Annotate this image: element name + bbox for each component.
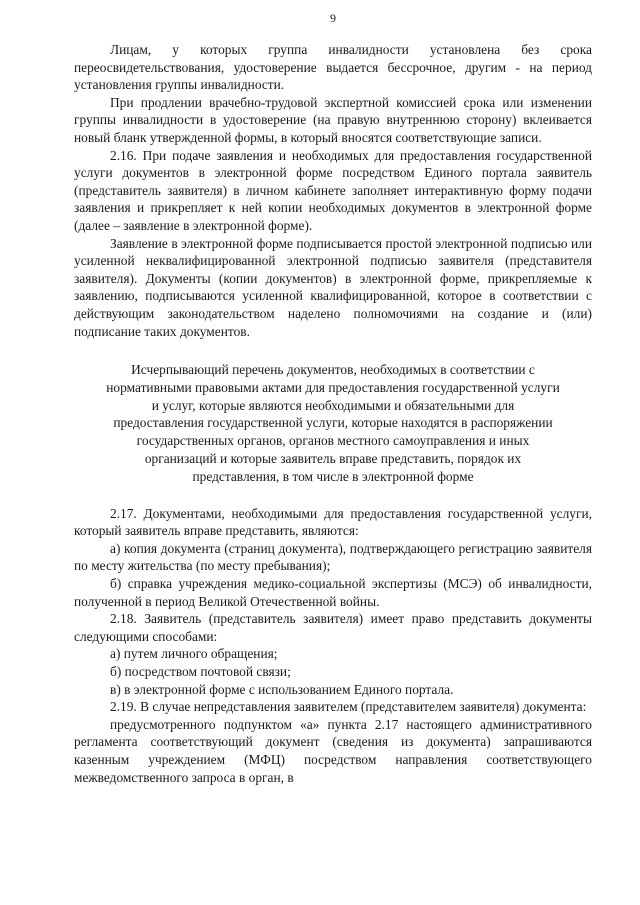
paragraph: Заявление в электронной форме подписывается простой электронной подписью или усиленной неквалифицированной электронной подписью заявителя (представителя заявителя). Документы (копии документов) в электронной форме, прикрепляемые к заявлению, подписываются усиленной квалифицированной, которое в соответствии с действующим законодательством наделено полномочиями на создание и (или) подписание таких документов. xyxy=(74,235,592,339)
paragraph: 2.18. Заявитель (представитель заявителя) имеет право представить документы следующими способами: xyxy=(74,611,592,644)
list-item: б) справка учреждения медико-социальной экспертизы (МСЭ) об инвалидности, полученной в период Великой Отечественной войны. xyxy=(74,576,592,609)
paragraph: При продлении врачебно-трудовой экспертной комиссией срока или изменении группы инвалидности в удостоверение (на правую внутреннюю сторону) вклеивается новый бланк утвержденной формы, в который вносятся соответствующие записи. xyxy=(74,94,592,145)
page-number: 9 xyxy=(330,11,336,25)
heading-line: и услуг, которые являются необходимыми и обязательными для xyxy=(151,397,515,413)
paragraph: Лицам, у которых группа инвалидности установлена без срока переосвидетельствования, удостоверение выдается бессрочное, другим - на период установления группы инвалидности. xyxy=(74,42,592,93)
section-heading xyxy=(74,361,592,486)
document-body xyxy=(74,41,592,786)
heading-line: нормативными правовыми актами для предоставления государственной услуги xyxy=(106,379,560,395)
paragraph: предусмотренного подпунктом «а» пункта 2.17 настоящего административного регламента соответствующий документ (сведения из документа) запрашиваются казенным учреждением (МФЦ) посредством направления соответствующего межведомственного запроса в орган, в xyxy=(74,716,592,785)
list-item: б) посредством почтовой связи; xyxy=(110,664,291,680)
heading-line: представления, в том числе в электронной форме xyxy=(192,468,474,484)
heading-line: государственных органов, органов местного самоуправления и иных xyxy=(136,433,530,449)
heading-line: предоставления государственной услуги, которые находятся в распоряжении xyxy=(113,415,553,431)
paragraph: 2.19. В случае непредставления заявителем (представителем заявителя) документа: xyxy=(110,699,587,715)
list-item: а) путем личного обращения; xyxy=(110,646,278,662)
paragraph: 2.17. Документами, необходимыми для предоставления государственной услуги, который заявитель вправе представить, являются: xyxy=(74,505,592,539)
heading-line: Исчерпывающий перечень документов, необходимых в соответствии с xyxy=(131,362,535,378)
list-item: в) в электронной форме с использованием Единого портала. xyxy=(110,681,454,697)
paragraph: 2.16. При подаче заявления и необходимых для предоставления государственной услуги документов в электронной форме посредством Единого портала заявитель (представитель заявителя) в личном кабинете заполняет интерактивную форму подачи заявления и прикрепляет к ней копии необходимых документов в электронной форме (далее – заявление в электронной форме). xyxy=(74,147,592,233)
list-item: а) копия документа (страниц документа), подтверждающего регистрацию заявителя по месту жительства (по месту пребывания); xyxy=(74,540,592,574)
heading-line: организаций и которые заявитель вправе представить, порядок их xyxy=(144,451,522,467)
